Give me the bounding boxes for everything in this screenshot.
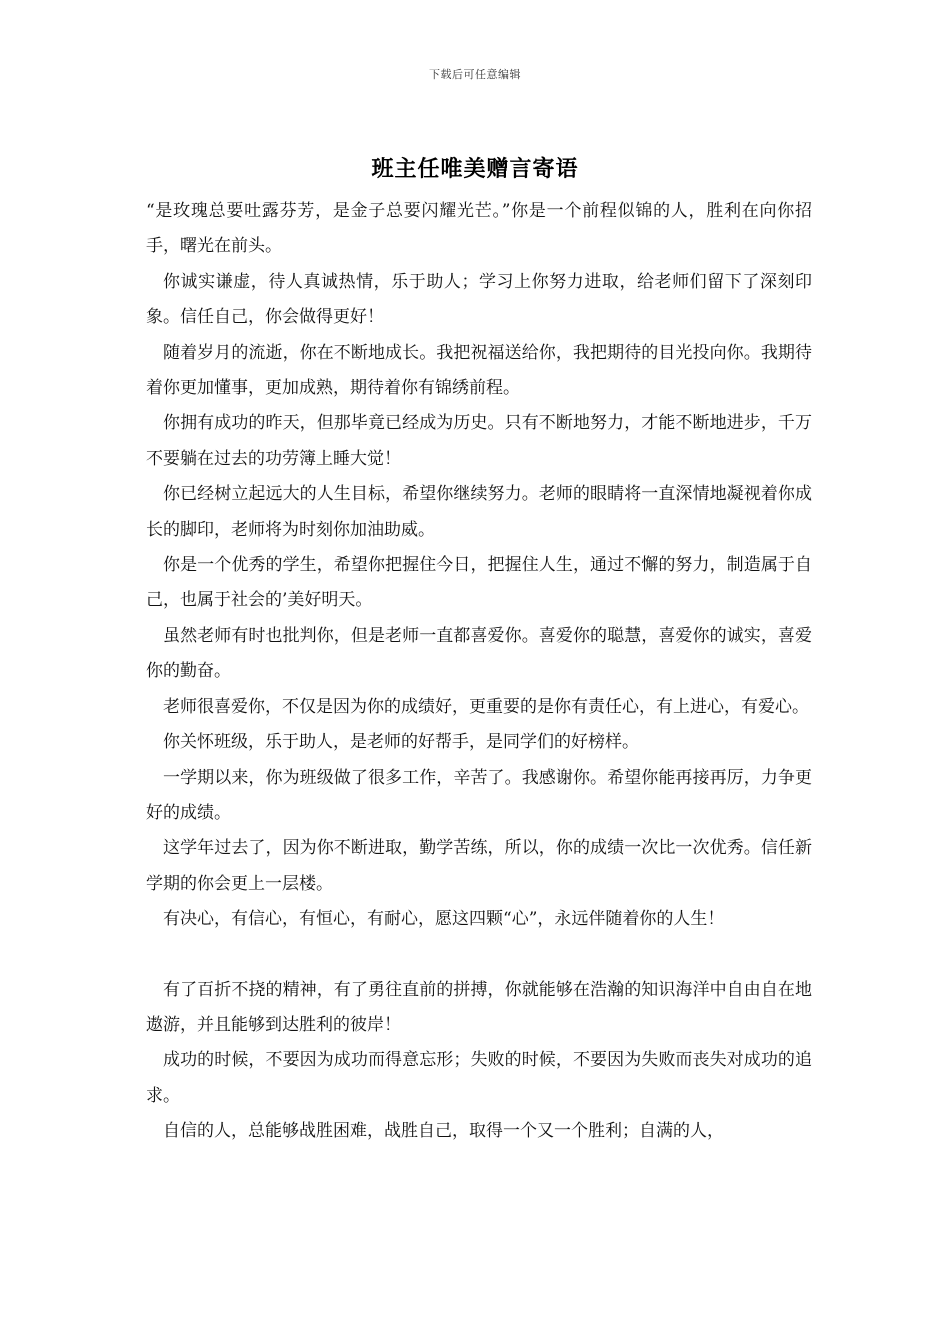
paragraph: 虽然老师有时也批判你，但是老师一直都喜爱你。喜爱你的聪慧，喜爱你的诚实，喜爱你的勤奋。 [146,625,812,682]
paragraph: 你是一个优秀的学生，希望你把握住今日，把握住人生，通过不懈的努力，制造属于自己，也属于社会的’美好明天。 [146,555,812,611]
paragraph: “是玫瑰总要吐露芬芳，是金子总要闪耀光芒。”你是一个前程似锦的人，胜利在向你招手，曙光在前头。 [146,201,812,257]
paragraph: 这学年过去了，因为你不断进取，勤学苦练，所以，你的成绩一次比一次优秀。信任新学期的你会更上一层楼。 [146,838,812,894]
paragraph: 有了百折不挠的精神，有了勇往直前的拼搏，你就能够在浩瀚的知识海洋中自由自在地遨游，并且能够到达胜利的彼岸！ [146,979,812,1035]
document-body [146,194,812,1150]
paragraph: 你关怀班级，乐于助人，是老师的好帮手，是同学们的好榜样。 [163,732,639,753]
paragraph: 自信的人，总能够战胜困难，战胜自己，取得一个又一个胜利；自满的人， [163,1121,724,1142]
paragraph: 你诚实谦虚，待人真诚热情，乐于助人；学习上你努力进取，给老师们留下了深刻印象。信任自己，你会做得更好！ [146,271,812,328]
page-header-note: 下载后可任意编辑 [429,68,521,81]
paragraph: 有决心，有信心，有恒心，有耐心，愿这四颗“心”，永远伴随着你的人生！ [163,909,725,930]
paragraph: 一学期以来，你为班级做了很多工作，辛苦了。我感谢你。希望你能再接再厉，力争更好的成绩。 [146,767,812,823]
paragraph: 你已经树立起远大的人生目标，希望你继续努力。老师的眼睛将一直深情地凝视着你成长的脚印，老师将为时刻你加油助威。 [146,484,812,540]
paragraph: 成功的时候，不要因为成功而得意忘形；失败的时候，不要因为失败而丧失对成功的追求。 [146,1050,812,1106]
paragraph: 老师很喜爱你，不仅是因为你的成绩好，更重要的是你有责任心，有上进心，有爱心。 [163,696,809,717]
paragraph: 随着岁月的流逝，你在不断地成长。我把祝福送给你，我把期待的目光投向你。我期待着你更加懂事，更加成熟，期待着你有锦绣前程。 [146,342,812,399]
paragraph: 你拥有成功的昨天，但那毕竟已经成为历史。只有不断地努力，才能不断地进步，千万不要躺在过去的功劳簿上睡大觉！ [146,413,812,469]
document-title: 班主任唯美赠言寄语 [371,156,579,182]
